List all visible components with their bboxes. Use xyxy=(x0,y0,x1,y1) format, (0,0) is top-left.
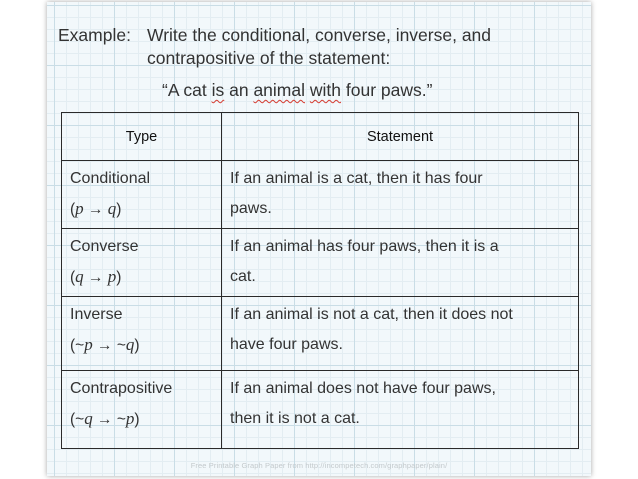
spellcheck-with: with xyxy=(309,80,342,100)
type-name: Contrapositive xyxy=(70,380,173,397)
spellcheck-is: is xyxy=(211,80,225,100)
type-cell xyxy=(62,297,222,371)
arrow-icon: → xyxy=(87,269,104,286)
type-name: Conditional xyxy=(70,170,151,187)
statement-quote: “A cat is an animal with four paws.” xyxy=(162,80,433,100)
statement-cell: If an animal has four paws, then it is a cat. xyxy=(222,229,579,297)
table-row-converse xyxy=(62,229,579,297)
table-row-inverse xyxy=(62,297,579,371)
type-cell xyxy=(62,161,222,229)
statement-cell: If an animal does not have four paws, then it is not a cat. xyxy=(222,371,579,449)
table-row-contrapositive xyxy=(62,371,579,449)
statement-cell: If an animal is a cat, then it has four paws. xyxy=(222,161,579,229)
arrow-icon: → xyxy=(87,201,104,218)
type-name: Converse xyxy=(70,238,139,255)
symbolic-form: (~p → ~q) xyxy=(70,335,140,354)
header-type: Type xyxy=(62,113,222,161)
statement-types-table xyxy=(61,112,579,449)
type-cell xyxy=(62,371,222,449)
symbolic-form: (p → q) xyxy=(70,199,122,218)
instruction-line-1: Write the conditional, converse, inverse, and xyxy=(147,25,492,45)
instruction-line-2: contrapositive of the statement: xyxy=(147,48,391,68)
statement-cell: If an animal is not a cat, then it does not have four paws. xyxy=(222,297,579,371)
symbolic-form: (~q → ~p) xyxy=(70,409,140,428)
symbolic-form: (q → p) xyxy=(70,267,122,286)
type-name: Inverse xyxy=(70,306,123,323)
type-cell xyxy=(62,229,222,297)
table-row-conditional xyxy=(62,161,579,229)
example-label: Example: xyxy=(58,25,131,45)
table-header-row xyxy=(62,113,579,161)
arrow-icon: → xyxy=(97,411,113,428)
arrow-icon: → xyxy=(97,337,113,354)
spellcheck-animal: animal xyxy=(253,80,306,100)
header-statement: Statement xyxy=(222,113,579,161)
graph-paper-watermark: Free Printable Graph Paper from http://incompetech.com/graphpaper/plain/ xyxy=(190,461,448,470)
